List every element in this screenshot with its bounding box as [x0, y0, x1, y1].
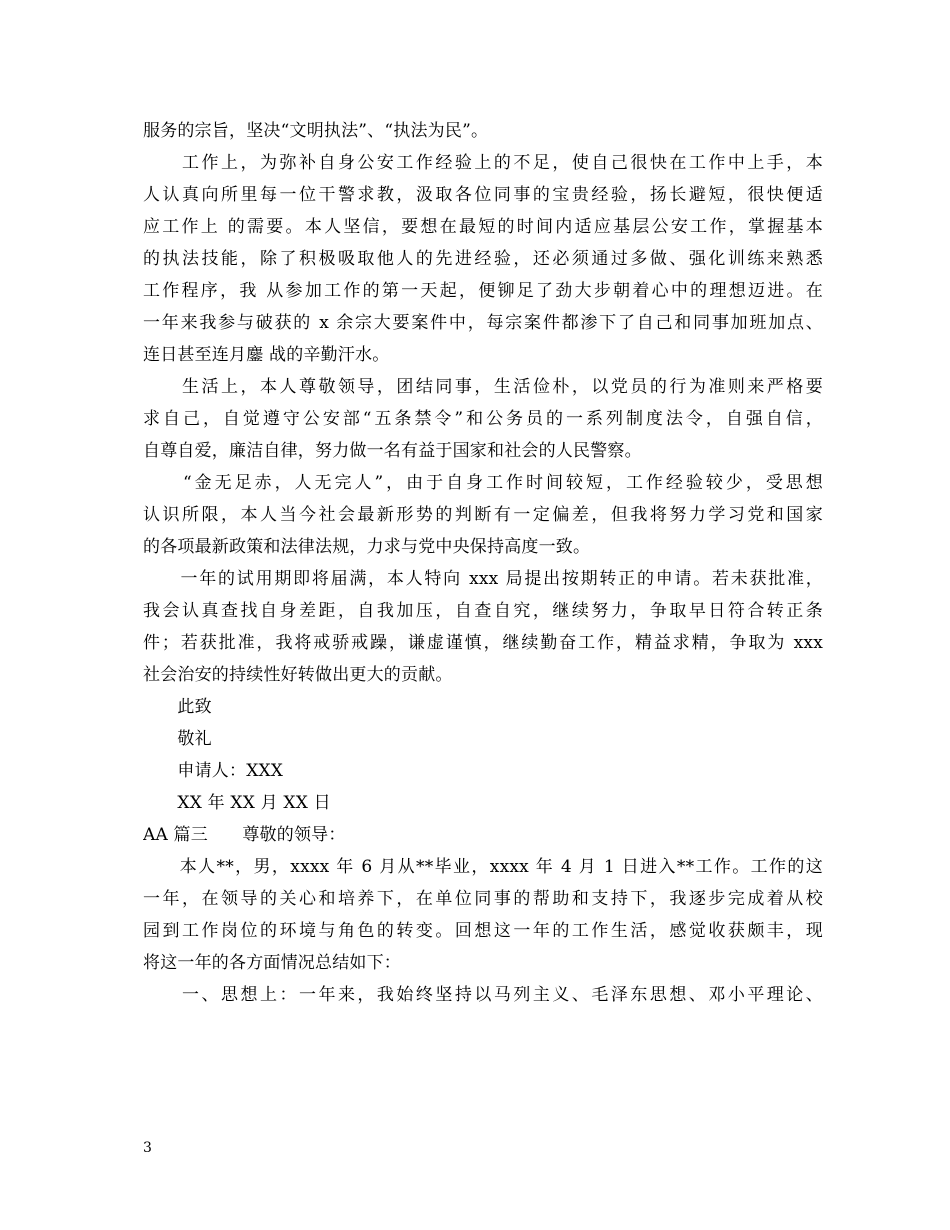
text-line: 社会治安的持续性好转做出更大的贡献。	[143, 665, 453, 685]
text-line: 一、思想上：一年来，我始终坚持以马列主义、毛泽东思想、邓小平理论、	[143, 985, 823, 1005]
text-line: 我会认真查找自身差距，自我加压，自查自究，继续努力，争取早日符合转正条	[143, 601, 823, 621]
text-line: 工作程序，我 从参加工作的第一天起，便铆足了劲大步朝着心中的理想迈进。在	[143, 281, 823, 301]
page-number: 3	[143, 1140, 152, 1156]
text-line: 一年来我参与破获的 x 余宗大要案件中，每宗案件都渗下了自己和同事加班加点、	[143, 313, 823, 333]
text-line: 求自己，自觉遵守公安部“五条禁令”和公务员的一系列制度法令，自强自信，	[143, 409, 823, 429]
text-line: 生活上，本人尊敬领导，团结同事，生活俭朴，以党员的行为准则来严格要	[143, 377, 823, 397]
text-line: 件；若获批准，我将戒骄戒躁，谦虚谨慎，继续勤奋工作，精益求精，争取为 xxx	[143, 633, 823, 653]
text-line: 自尊自爱，廉洁自律，努力做一名有益于国家和社会的人民警察。	[143, 441, 642, 461]
section-heading: AA 篇三 尊敬的领导：	[143, 825, 346, 845]
text-line: 的各项最新政策和法律法规，力求与党中央保持高度一致。	[143, 537, 591, 557]
text-line: 连日甚至连月鏖 战的辛勤汗水。	[143, 345, 390, 365]
text-line: 园到工作岗位的环境与角色的转变。回想这一年的工作生活，感觉收获颇丰，现	[143, 921, 823, 941]
text-line: 认识所限，本人当今社会最新形势的判断有一定偏差，但我将努力学习党和国家	[143, 505, 823, 525]
closing-regards: 敬礼	[143, 729, 212, 749]
signature-date: XX 年 XX 月 XX 日	[143, 793, 331, 813]
text-line: 应工作上 的需要。本人坚信，要想在最短的时间内适应基层公安工作，掌握基本	[143, 217, 823, 237]
applicant-signature: 申请人：XXX	[143, 761, 284, 781]
text-line: 人认真向所里每一位干警求教，汲取各位同事的宝贵经验，扬长避短，很快便适	[143, 185, 823, 205]
text-line: 服务的宗旨，坚决“文明执法”、“执法为民”。	[143, 121, 489, 141]
text-line: 的执法技能，除了积极吸取他人的先进经验，还必须通过多做、强化训练来熟悉	[143, 249, 823, 269]
document-body	[143, 115, 823, 1011]
text-line: 一年，在领导的关心和培养下，在单位同事的帮助和支持下，我逐步完成着从校	[143, 889, 823, 909]
text-line: “金无足赤，人无完人”，由于自身工作时间较短，工作经验较少，受思想	[143, 473, 823, 493]
text-line: 一年的试用期即将届满，本人特向 xxx 局提出按期转正的申请。若未获批准，	[143, 569, 823, 589]
text-line: 本人**，男，xxxx 年 6 月从**毕业，xxxx 年 4 月 1 日进入**工作。工作的这	[143, 857, 823, 877]
text-line: 将这一年的各方面情况总结如下：	[143, 953, 401, 973]
text-line: 工作上，为弥补自身公安工作经验上的不足，使自己很快在工作中上手，本	[143, 153, 823, 173]
closing-salutation: 此致	[143, 697, 212, 717]
